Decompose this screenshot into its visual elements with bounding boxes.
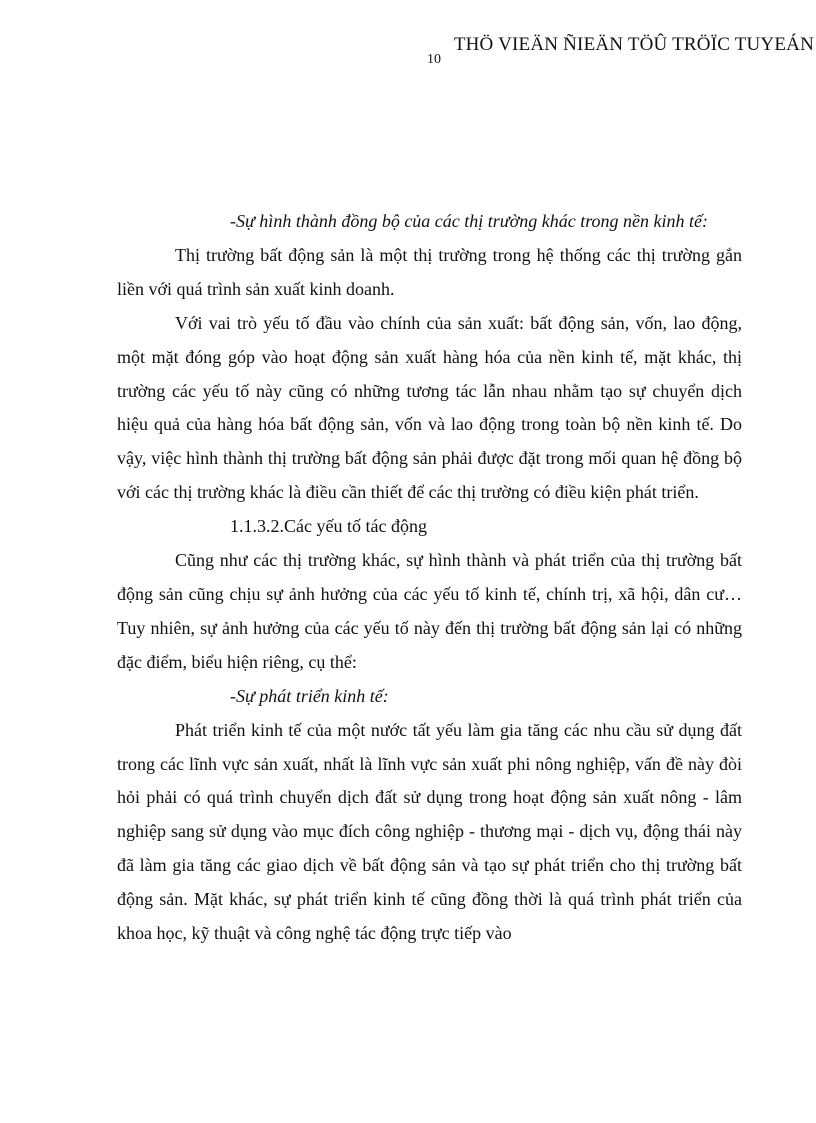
paragraph-economic-development: Phát triển kinh tế của một nước tất yếu làm gia tăng các nhu cầu sử dụng đất trong các lĩnh vực sản xuất, nhất là lĩnh vực sản xuất phi nông nghiệp, vấn đề này đòi hỏi phải có quá trình chuyển dịch đất sử dụng trong hoạt động sản xuất nông - lâm nghiệp sang sử dụng vào mục đích công nghiệp - thương mại - dịch vụ, động thái này đã làm gia tăng các giao dịch về bất động sản và tạo sự phát triển cho thị trường bất động sản. Mặt khác, sự phát triển kinh tế cũng đồng thời là quá trình phát triển của khoa học, kỹ thuật và công nghệ tác động trực tiếp vào: [117, 719, 742, 944]
page-number: 10: [427, 52, 441, 67]
subheading-economic-development: -Sự phát triển kinh tế:: [230, 685, 389, 706]
header-site-title: THÖ VIEÄN ÑIEÄN TÖÛ TRÖÏC TUYEÁN: [453, 34, 814, 55]
subheading-sync-markets: -Sự hình thành đồng bộ của các thị trường khác trong nền kinh tế:: [230, 211, 708, 231]
section-heading-factors: 1.1.3.2.Các yếu tố tác động: [230, 516, 427, 537]
paragraph-market-system: Thị trường bất động sản là một thị trường trong hệ thống các thị trường gắn liền với quá trình sản xuất kinh doanh.: [117, 244, 742, 299]
paragraph-input-factors: Với vai trò yếu tố đầu vào chính của sản xuất: bất động sản, vốn, lao động, một mặt đóng góp vào hoạt động sản xuất hàng hóa của nền kinh tế, mặt khác, thị trường các yếu tố này cũng có những tương tác lẫn nhau nhằm tạo sự chuyển dịch hiệu quả của hàng hóa bất động sản, vốn và lao động trong toàn bộ nền kinh tế. Do vậy, việc hình thành thị trường bất động sản phải được đặt trong mối quan hệ đồng bộ với các thị trường khác là điều cần thiết để các thị trường có điều kiện phát triển.: [117, 312, 742, 503]
document-body: [117, 205, 742, 951]
paragraph-factors-influence: Cũng như các thị trường khác, sự hình thành và phát triển của thị trường bất động sản cũng chịu sự ảnh hưởng của các yếu tố kinh tế, chính trị, xã hội, dân cư…Tuy nhiên, sự ảnh hưởng của các yếu tố này đến thị trường bất động sản lại có những đặc điểm, biểu hiện riêng, cụ thể:: [117, 550, 742, 672]
